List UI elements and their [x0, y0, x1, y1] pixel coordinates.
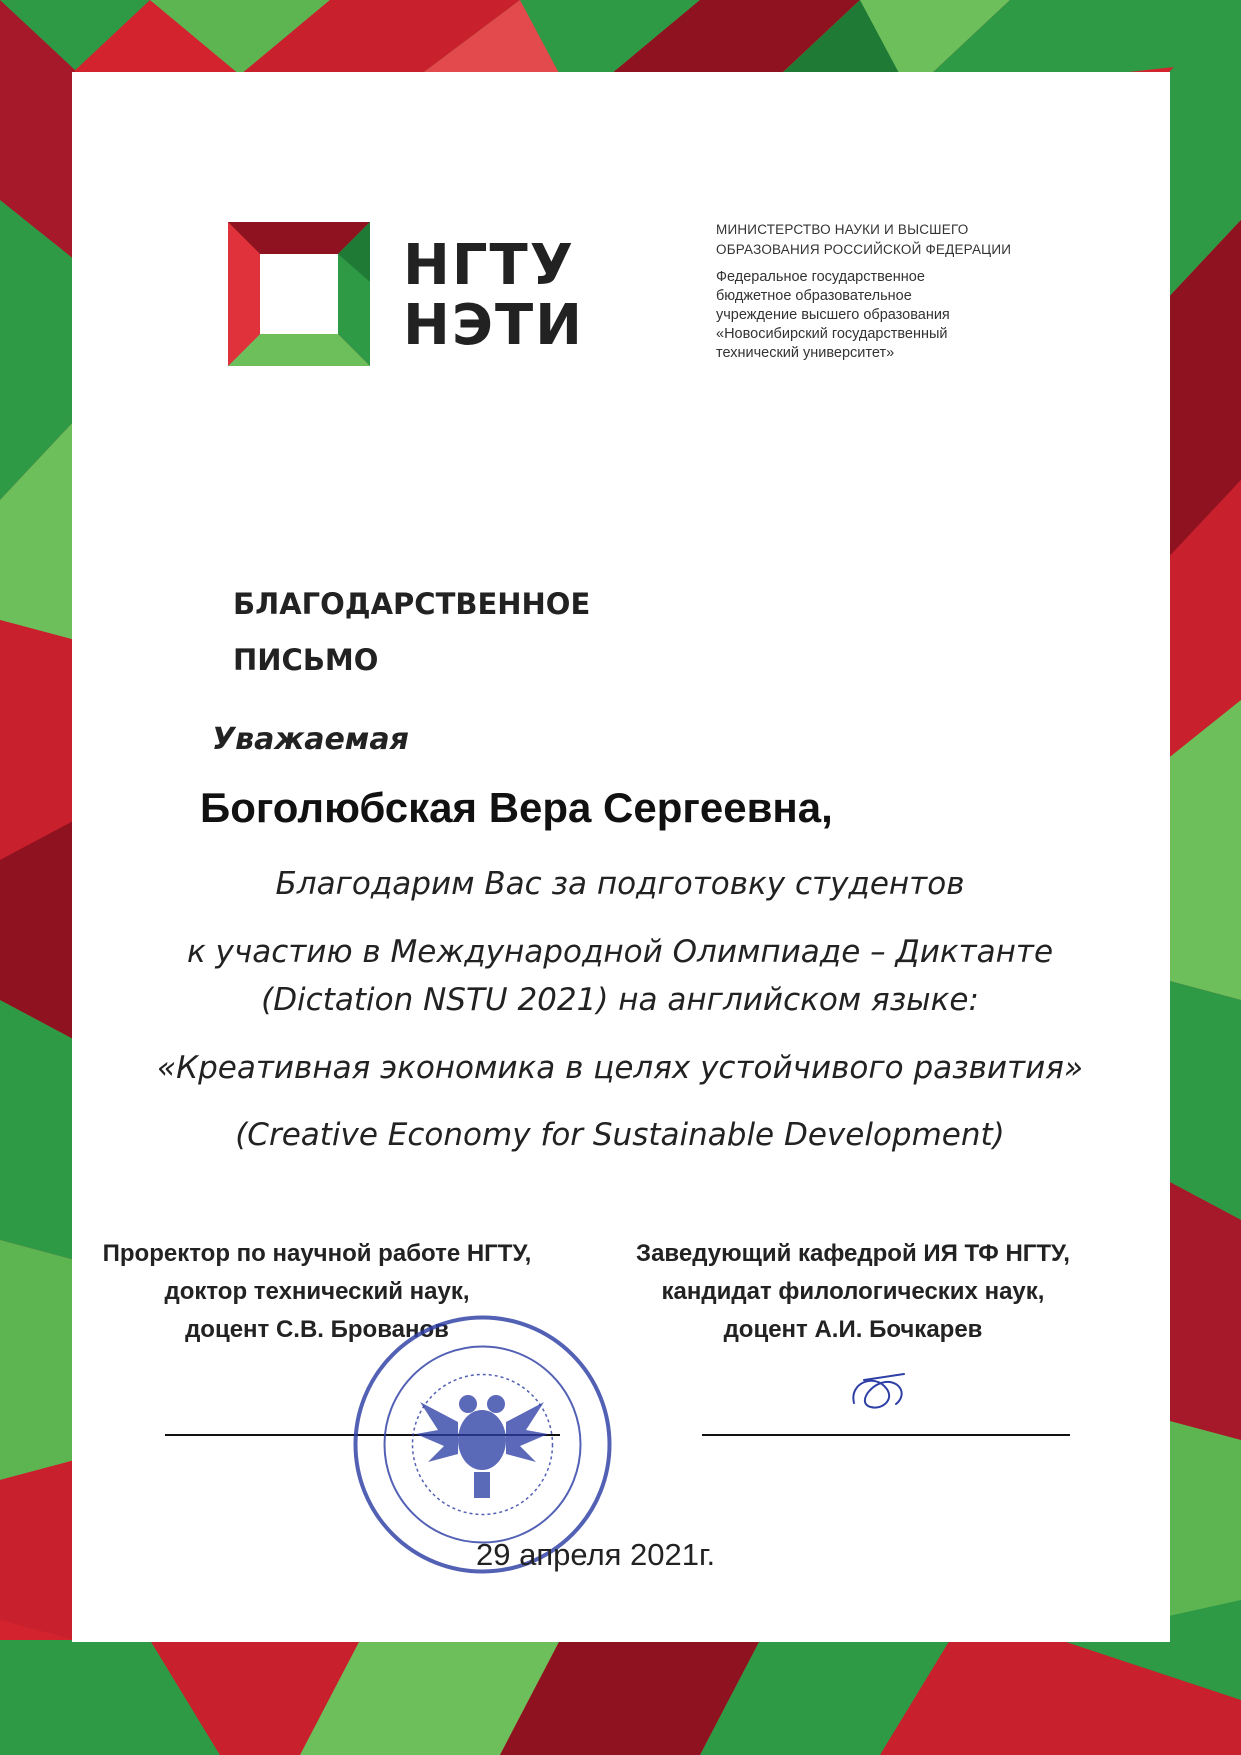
body-line-3: (Dictation NSTU 2021) на английском языке: [261, 982, 979, 1018]
handwritten-signature [844, 1368, 914, 1418]
right-signatory-name: доцент А.И. Бочкарев [723, 1316, 983, 1343]
body-line-4: «Креативная экономика в целях устойчивого развития» [156, 1050, 1084, 1086]
institution-line-3: учреждение высшего образования [716, 307, 950, 323]
title-line-1: БЛАГОДАРСТВЕННОЕ [233, 587, 591, 621]
title-line-2: ПИСЬМО [233, 643, 379, 677]
brand-line-2: НЭТИ [403, 293, 585, 358]
left-signatory-position: Проректор по научной работе НГТУ, [102, 1240, 532, 1267]
institution-line-4: «Новосибирский государственный [716, 326, 948, 342]
salutation: Уважаемая [212, 722, 409, 757]
document-title [233, 576, 590, 688]
university-logo-icon [228, 222, 370, 366]
right-signatory-position: Заведующий кафедрой ИЯ ТФ НГТУ, [636, 1240, 1070, 1267]
brand-line-1: НГТУ [403, 233, 575, 298]
issue-date: 29 апреля 2021г. [476, 1537, 716, 1572]
right-signature-line [702, 1434, 1070, 1436]
left-signatory-degree: доктор технический наук, [164, 1278, 470, 1305]
institution-line-1: Федеральное государственное [716, 269, 925, 285]
institution-name [716, 268, 1036, 363]
left-signatory-name: доцент С.В. Брованов [185, 1316, 449, 1343]
ministry-name [716, 220, 1036, 260]
right-signatory [618, 1235, 1088, 1349]
institution-line-5: технический университет» [716, 345, 895, 361]
right-signatory-degree: кандидат филологических наук, [661, 1278, 1045, 1305]
body-line-2: к участию в Международной Олимпиаде – Диктанте [186, 934, 1054, 970]
institution-line-2: бюджетное образовательное [716, 288, 912, 304]
body-line-5: (Creative Economy for Sustainable Development) [235, 1117, 1005, 1153]
organization-block [716, 220, 1036, 363]
recipient-name: Боголюбская Вера Сергеевна, [200, 784, 833, 831]
ministry-line-1: МИНИСТЕРСТВО НАУКИ И ВЫСШЕГО [716, 222, 969, 237]
brand-name [403, 233, 585, 358]
body-line-1: Благодарим Вас за подготовку студентов [275, 866, 965, 902]
ministry-line-2: ОБРАЗОВАНИЯ РОССИЙСКОЙ ФЕДЕРАЦИИ [716, 242, 1012, 257]
